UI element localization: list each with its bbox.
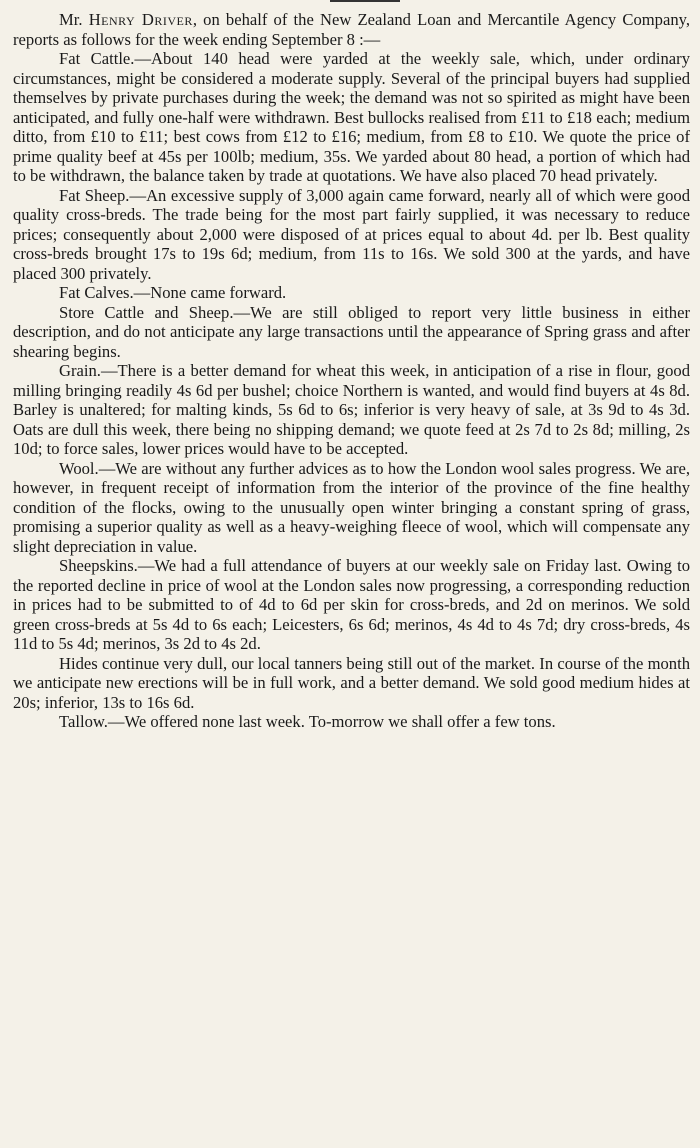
reporter-name: Henry Driver — [88, 10, 193, 29]
market-report — [13, 2, 690, 732]
section-wool — [13, 459, 690, 557]
section-text: —We are still obliged to report very little business in either description, and do not anticipate any large transactions until the appearance of Spring grass and after shearing begins. — [13, 302, 690, 361]
section-heading: Grain. — [59, 361, 101, 380]
section-hides — [13, 654, 690, 713]
section-heading: Tallow. — [59, 712, 108, 731]
section-fat-cattle — [13, 49, 690, 186]
section-text: —We had a full attendance of buyers at our weekly sale on Friday last. Owing to the reported decline in price of wool at the London sales now progressing, a corresponding reduction in prices had to be submitted to of 4d to 6d per skin for cross-breds, and 2d on merinos. We sold green cross-breds at 5s 4d to 6s each; Leicesters, 6s 6d; merinos, 4s 4d to 4s 7d; dry cross-breds, 4s 11d to 5s 4d; merinos, 3s 2d to 4s 2d. — [13, 556, 690, 653]
section-grain — [13, 361, 690, 459]
section-fat-calves — [13, 283, 690, 303]
section-fat-sheep — [13, 186, 690, 284]
section-store-cattle — [13, 303, 690, 362]
section-heading: Sheepskins. — [59, 556, 138, 575]
section-text: —We offered none last week. To-morrow we shall offer a few tons. — [107, 712, 556, 731]
section-heading: Fat Calves. — [59, 283, 134, 302]
section-tallow — [13, 712, 690, 732]
section-text: —About 140 head were yarded at the weekly sale, which, under ordinary circumstances, might be considered a moderate supply. Several of the principal buyers had supplied themselves by private purchases during the week; the demand was not so spirited as might have been anticipated, and fully one-half were withdrawn. Best bullocks realised from £11 to £18 each; medium ditto, from £10 to £11; best cows from £12 to £16; medium, from £8 to £10. We quote the price of prime quality beef at 45s per 100lb; medium, 35s. We yarded about 80 head, a portion of which had to be withdrawn, the balance taken by trade at quotations. We have also placed 70 head privately. — [13, 49, 690, 185]
section-heading: Wool. — [59, 458, 99, 478]
section-text: —None came forward. — [133, 283, 287, 302]
section-text: —We are without any further advices as to how the London wool sales progress. We are, however, in frequent receipt of information from the interior of the province of the fine healthy condition of the flocks, owing to the unusually open winter bringing a constant spring of grass, promising a superior quality as well as a heavy-weighing fleece of wool, which will compensate any slight depreciation in value. — [13, 458, 690, 556]
section-text: Hides continue very dull, our local tanners being still out of the market. In course of the month we anticipate new erections will be in full work, and a better demand. We sold good medium hides at 20s; inferior, 13s to 16s 6d. — [13, 653, 690, 712]
intro-text: , on behalf of the New Zealand Loan and Mercantile Agency Company, reports as follows for the week ending September 8 :— — [13, 10, 691, 49]
section-text: —An excessive supply of 3,000 again came forward, nearly all of which were good quality cross-breds. The trade being for the most part fairly supplied, it was necessary to reduce prices; consequently about 2,000 were disposed of at prices equal to about 4d. per lb. Best quality cross-breds brought 17s to 19s 6d; medium, from 11s to 16s. We sold 300 at the yards, and have placed 300 privately. — [13, 185, 690, 283]
intro-paragraph — [13, 10, 690, 49]
section-heading: Store Cattle and Sheep. — [59, 302, 234, 322]
section-sheepskins — [13, 556, 690, 654]
section-heading: Fat Sheep. — [59, 185, 130, 205]
section-heading: Fat Cattle. — [59, 49, 135, 68]
section-text: —There is a better demand for wheat this week, in anticipation of a rise in flour, good milling bringing readily 4s 6d per bushel; choice Northern is wanted, and would find buyers at 4s 8d. Barley is unaltered; for malting kinds, 5s 6d to 6s; inferior is very heavy of sale, at 3s 9d to 4s 3d. Oats are dull this week, there being no shipping demand; we quote feed at 2s 7d to 2s 8d; milling, 2s 10d; to force sales, lower prices would have to be accepted. — [13, 361, 690, 458]
intro-prefix: Mr. — [59, 10, 89, 29]
